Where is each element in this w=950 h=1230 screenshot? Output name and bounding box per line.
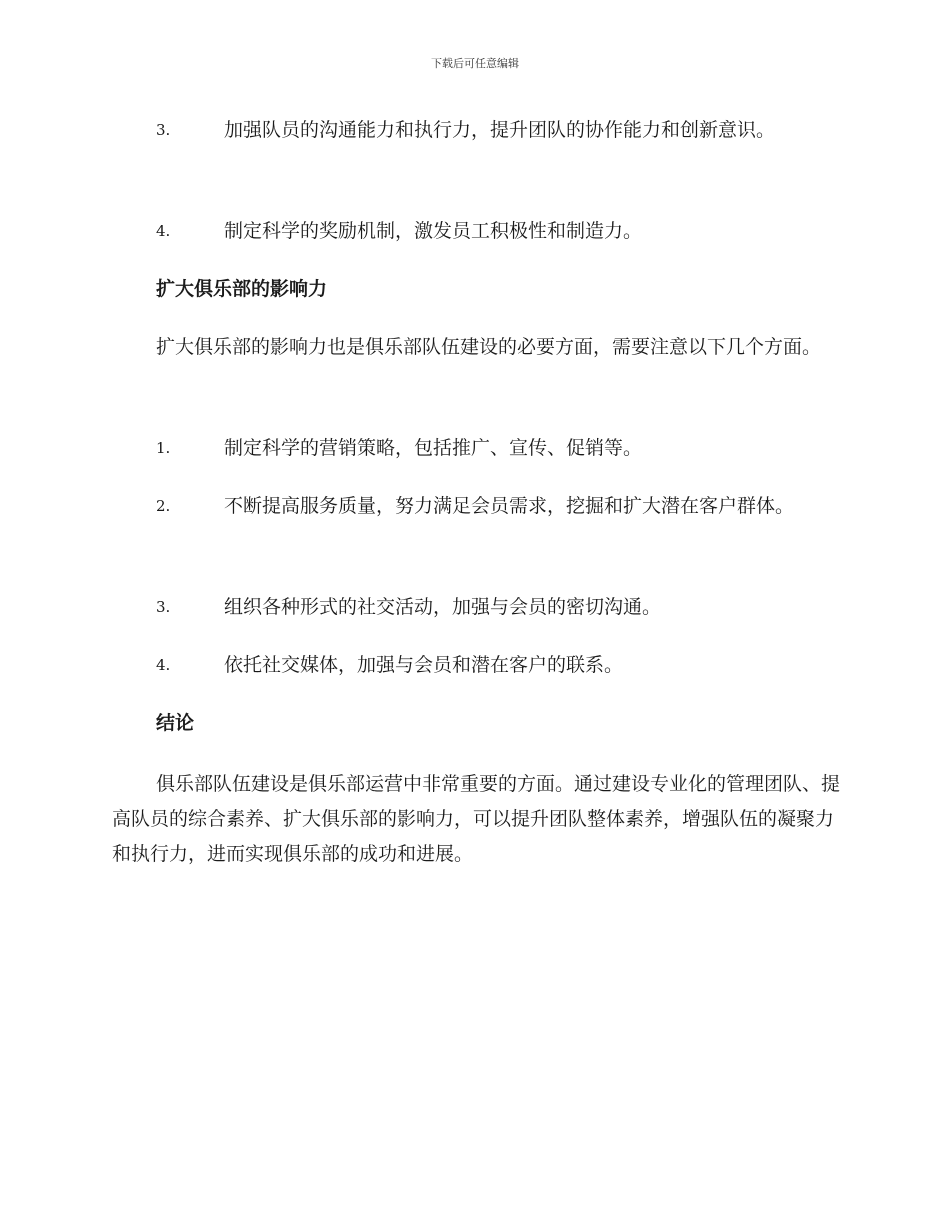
conclusion-heading: 结论 xyxy=(156,712,195,734)
section-heading: 扩大俱乐部的影响力 xyxy=(156,278,328,300)
list-number: 1. xyxy=(156,439,171,457)
conclusion-text: 俱乐部队伍建设是俱乐部运营中非常重要的方面。通过建设专业化的管理团队、提高队员的综合素养、扩大俱乐部的影响力，可以提升团队整体素养，增强队伍的凝聚力和执行力，进而实现俱乐部的成功和进展。 xyxy=(112,773,841,865)
list-text: 加强队员的沟通能力和执行力，提升团队的协作能力和创新意识。 xyxy=(224,119,776,141)
list-item xyxy=(112,434,842,463)
list-text: 依托社交媒体，加强与会员和潜在客户的联系。 xyxy=(224,654,624,676)
list-number: 2. xyxy=(156,497,171,515)
list-item xyxy=(112,116,842,145)
list-number: 3. xyxy=(156,598,171,616)
list-item xyxy=(112,492,842,521)
list-number: 3. xyxy=(156,121,171,139)
page-header: 下载后可任意编辑 xyxy=(431,57,519,70)
list-number: 4. xyxy=(156,222,171,240)
list-item xyxy=(112,651,842,680)
list-text: 制定科学的营销策略，包括推广、宣传、促销等。 xyxy=(224,437,643,459)
section-intro: 扩大俱乐部的影响力也是俱乐部队伍建设的必要方面，需要注意以下几个方面。 xyxy=(156,336,822,358)
list-number: 4. xyxy=(156,656,171,674)
list-text: 组织各种形式的社交活动，加强与会员的密切沟通。 xyxy=(224,596,662,618)
list-text: 不断提高服务质量，努力满足会员需求，挖掘和扩大潜在客户群体。 xyxy=(224,495,795,517)
list-text: 制定科学的奖励机制，激发员工积极性和制造力。 xyxy=(224,220,643,242)
list-item xyxy=(112,593,842,622)
list-item xyxy=(112,217,842,246)
